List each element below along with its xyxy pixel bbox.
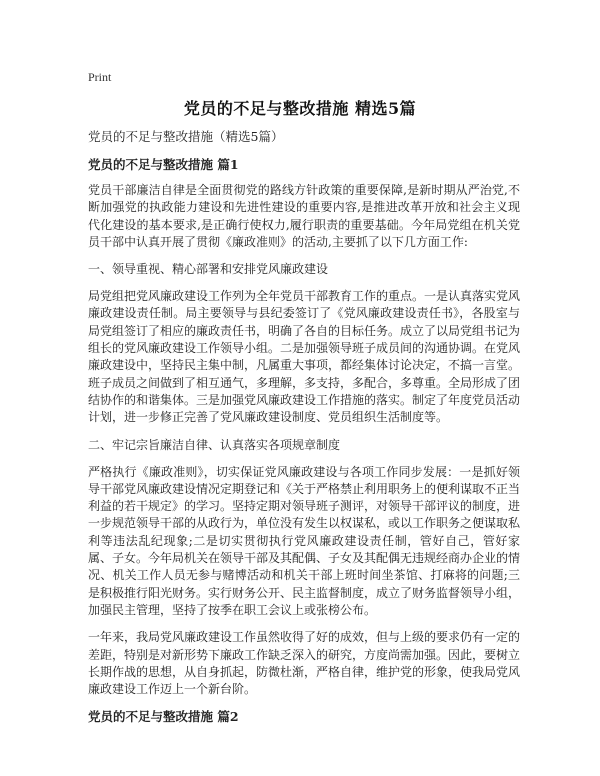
page-title: 党员的不足与整改措施 精选5篇 (183, 99, 417, 118)
print-link[interactable]: Print (88, 70, 112, 84)
sub-heading-discipline: 二、牢记宗旨廉洁自律、认真落实各项规章制度 (88, 437, 341, 452)
intro-paragraph: 党员干部廉洁自律是全面贯彻党的路线方针政策的重要保障,是新时期从严治党,不断加强党的执政能力建设和先进性建设的重要内容,是推进改革开放和社会主义现代化建设的基本要求,是正确行使权力,履行职责的重要基础。今年局党组在机关党员干部中认真开展了贯彻《廉政准则》的活动,主要抓了以下几方面工作: (88, 183, 520, 249)
paragraph-discipline: 严格执行《廉政准则》，切实保证党风廉政建设与各项工作同步发展：一是抓好领导干部党风廉政建设情况定期登记和《关于严格禁止利用职务上的便利谋取不正当利益的若干规定》的学习。坚持定期对领导班子测评，对领导干部评议的制度，进一步规范领导干部的从政行为，单位没有发生以权谋私，或以工作职务之便谋取私利等违法乱纪现象;二是切实贯彻执行党风廉政建设责任制，管好自己，管好家属、子女。今年局机关在领导干部及其配偶、子女及其配偶无违规经商办企业的情况、机关工作人员无参与赌博活动和机关干部上班时间坐茶馆、打麻将的问题;三是积极推行阳光财务。实行财务公开、民主监督制度，成立了财务监督领导小组，加强民主管理，坚持了按季在职工会议上或张榜公布。 (88, 464, 521, 617)
paragraph-summary: 一年来，我局党风廉政建设工作虽然收得了好的成效，但与上级的要求仍有一定的差距，特别是对新形势下廉政工作缺乏深入的研究，方度尚需加强。因此，要树立长期作战的思想，从自身抓起，防微杜渐，严格自律，维护党的形象，使我局党风廉政建设工作迈上一个新台阶。 (88, 630, 521, 697)
document-body (88, 128, 520, 734)
paragraph-leadership: 局党组把党风廉政建设工作列为全年党员干部教育工作的重点。一是认真落实党风廉政建设责任制。局主要领导与县纪委签订了《党风廉政建设责任书》，各股室与局党组签订了相应的廉政责任书，明确了各自的目标任务。成立了以局党组书记为组长的党风廉政建设工作领导小组。二是加强领导班子成员间的沟通协调。在党风廉政建设中，坚持民主集中制，凡属重大事项，都经集体讨论决定，不搞一言堂。班子成员之间做到了相互通气，多理解，多支持，多配合，多尊重。全局形成了团结协作的和谐集体。三是加强党风廉政建设工作措施的落实。制定了年度党员活动计划，进一步修正完善了党风廉政建设制度、党员组织生活制度等。 (88, 289, 521, 425)
section-heading-2: 党员的不足与整改措施 篇2 (88, 709, 239, 725)
section-heading-1: 党员的不足与整改措施 篇1 (88, 157, 239, 172)
document-subtitle: 党员的不足与整改措施（精选5篇） (88, 129, 284, 144)
sub-heading-leadership: 一、领导重视、精心部署和安排党风廉政建设 (88, 262, 329, 277)
